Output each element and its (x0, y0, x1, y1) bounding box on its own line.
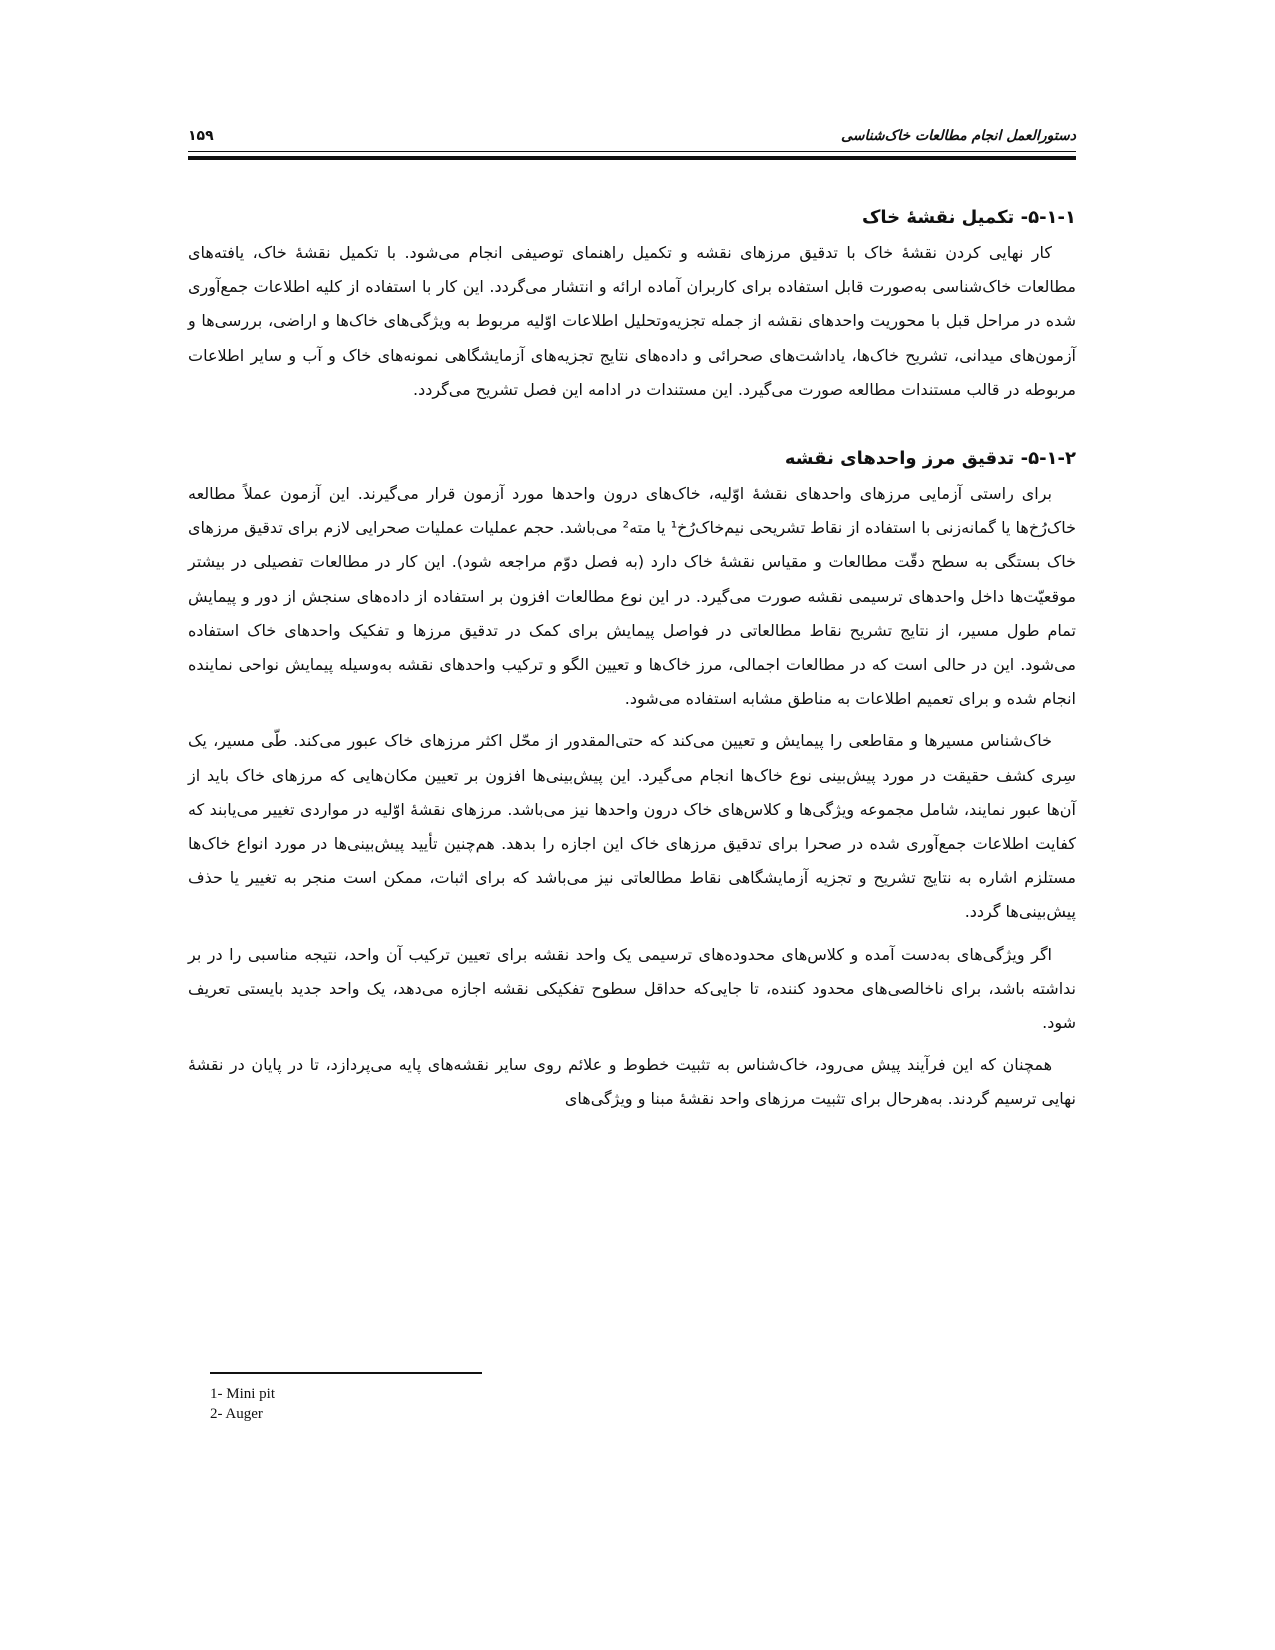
section-title: تدقیق مرز واحدهای نقشه (784, 448, 1015, 470)
section-spacer (188, 407, 1076, 441)
running-header (188, 124, 1076, 150)
header-rule-thin (188, 151, 1076, 152)
running-title: دستورالعمل انجام مطالعات خاک‌شناسی (841, 128, 1076, 144)
paragraph: کار نهایی کردن نقشهٔ خاک با تدقیق مرزهای نقشه و تکمیل راهنمای توصیفی انجام می‌شود. با تکمیل نقشهٔ خاک، یافته‌های مطالعات خاک‌شناسی به‌صورت قابل استفاده برای کاربران آماده ارائه و انتشار می‌گردد. این کار با استفاده از کلیه اطلاعات جمع‌آوری شده در مراحل قبل با محوریت واحدهای نقشه از جمله تجزیه‌وتحلیل اطلاعات اوّلیه مربوط به ویژگی‌های خاک‌ها و اراضی، بررسی‌ها و آزمون‌های میدانی، تشریح خاک‌ها، یاداشت‌های صحرائی و داده‌های نتایج تجزیه‌های آزمایشگاهی نمونه‌های خاک و آب و سایر اطلاعات مربوطه در قالب مستندات مطالعه صورت می‌گیرد. این مستندات در ادامه این فصل تشریح می‌گردد. (188, 243, 1076, 399)
section-number: ۵-۱-۲- (1020, 448, 1076, 470)
section-number: ۵-۱-۱- (1020, 207, 1076, 228)
footnote: 2- Auger (210, 1406, 263, 1422)
paragraph-spacer (188, 930, 1076, 938)
page-number: ۱۵۹ (188, 128, 214, 144)
paragraph: اگر ویژگی‌های به‌دست آمده و کلاس‌های محدوده‌های ترسیمی یک واحد نقشه برای تعیین ترکیب آن واحد، نتیجه مناسبی را در بر نداشته باشد، برای ناخالصی‌های محدود کننده، تا جایی‌که حداقل سطوح تفکیکی نقشه اجازه می‌دهد، یک واحد جدید بایستی تعریف شود. (188, 944, 1076, 1033)
section-heading (188, 441, 1076, 477)
paragraph-spacer (188, 716, 1076, 724)
footnote: 1- Mini pit (210, 1386, 276, 1402)
footnotes (210, 1384, 610, 1424)
paragraph: برای راستی آزمایی مرزهای واحدهای نقشهٔ اوّلیه، خاک‌های درون واحدها مورد آزمون قرار می‌گیرند. این آزمون عملاً مطالعه خاک‌رُخ‌ها یا گمانه‌زنی با استفاده از نقاط تشریحی نیم‌خاک‌رُخ¹ یا مته² می‌باشد. حجم عملیات عملیات صحرایی لازم برای تدقیق مرزهای خاک بستگی به سطح دقّت مطالعات و مقیاس نقشهٔ خاک دارد (به فصل دوّم مراجعه شود). این کار در مطالعات تفصیلی در بیشتر موقعیّت‌ها داخل واحدهای ترسیمی نقشه صورت می‌گیرد. در این نوع مطالعات افزون بر استفاده از داده‌های سنجش از دور و پیمایش تمام طول مسیر، از نتایج تشریح نقاط مطالعاتی در فواصل پیمایش برای کمک در تدقیق مرزها و تفکیک واحدهای خاک استفاده می‌شود. این در حالی است که در مطالعات اجمالی، مرز خاک‌ها و تعیین الگو و ترکیب واحدهای نقشه به‌وسیله پیمایش نواحی نماینده انجام شده و برای تعمیم اطلاعات به مناطق مشابه استفاده می‌شود. (188, 484, 1076, 709)
paragraph: خاک‌شناس مسیرها و مقاطعی را پیمایش و تعیین می‌کند که حتی‌المقدور از محّل اکثر مرزهای خاک عبور می‌کند. طّی مسیر، یک سِری کشف حقیقت در مورد پیش‌بینی نوع خاک‌ها انجام می‌گیرد. این پیش‌بینی‌ها افزون بر تعیین مکان‌هایی که مرزهای خاک باید از آن‌ها عبور نمایند، شامل مجموعه ویژگی‌ها و کلاس‌های خاک درون واحدها نیز می‌باشد. مرزهای نقشهٔ اوّلیه در مواردی تغییر می‌یابند که کفایت اطلاعات جمع‌آوری شده در صحرا برای تدقیق مرزهای خاک این اجازه را بدهد. هم‌چنین تأیید پیش‌بینی‌ها در مورد انواع خاک‌ها مستلزم اشاره به نتایج تشریح و تجزیه آزمایشگاهی نقاط مطالعاتی نیز می‌باشد که برای اثبات، ممکن است منجر به تغییر یا حذف پیش‌بینی‌ها گردد. (188, 731, 1076, 922)
paragraph: همچنان که این فرآیند پیش می‌رود، خاک‌شناس به تثبیت خطوط و علائم روی سایر نقشه‌های پایه می‌پردازد، تا در پایان در نقشهٔ نهایی ترسیم گردند. به‌هرحال برای تثبیت مرزهای واحد نقشهٔ مبنا و ویژگی‌های (188, 1055, 1076, 1109)
paragraph-spacer (188, 1040, 1076, 1048)
footnote-rule (210, 1372, 482, 1374)
section-title: تکمیل نقشهٔ خاک (861, 207, 1015, 228)
header-rule-thick (188, 156, 1076, 160)
main-content (188, 200, 1076, 1117)
section-heading (188, 200, 1076, 236)
